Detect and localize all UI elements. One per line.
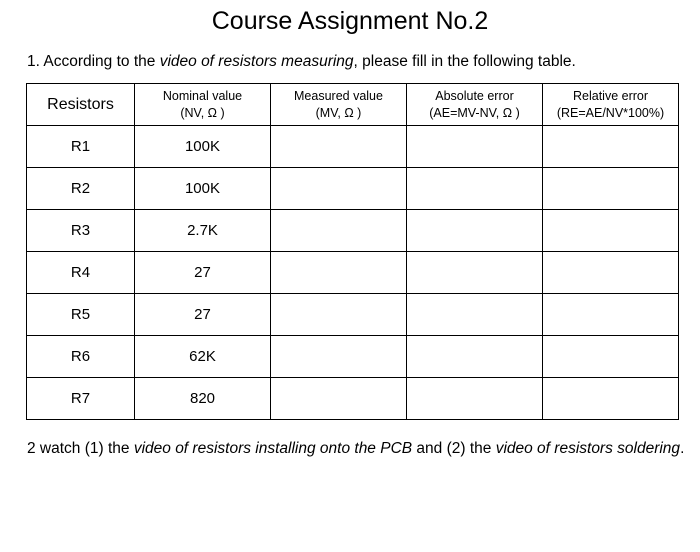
cell-resistor: R6 xyxy=(27,336,135,378)
table-row xyxy=(27,378,679,420)
cell-relative-error[interactable] xyxy=(543,252,679,294)
cell-measured[interactable] xyxy=(271,294,407,336)
cell-relative-error[interactable] xyxy=(543,336,679,378)
table-header-row xyxy=(27,84,679,126)
table-row xyxy=(27,126,679,168)
table-row xyxy=(27,210,679,252)
cell-nominal: 27 xyxy=(135,252,271,294)
cell-relative-error[interactable] xyxy=(543,126,679,168)
cell-measured[interactable] xyxy=(271,336,407,378)
header-measured-value: Measured value (MV, Ω ) xyxy=(271,84,407,126)
question-1-text-start: 1. According to the xyxy=(27,53,160,70)
question-1-italic-text: video of resistors measuring xyxy=(159,53,354,70)
cell-absolute-error[interactable] xyxy=(407,378,543,420)
page-title: Course Assignment No.2 xyxy=(211,7,489,35)
cell-nominal: 62K xyxy=(135,336,271,378)
cell-resistor: R5 xyxy=(27,294,135,336)
header-relative-error: Relative error (RE=AE/NV*100%) xyxy=(543,84,679,126)
header-absolute-error: Absolute error (AE=MV-NV, Ω ) xyxy=(407,84,543,126)
cell-absolute-error[interactable] xyxy=(407,294,543,336)
cell-measured[interactable] xyxy=(271,252,407,294)
cell-relative-error[interactable] xyxy=(543,168,679,210)
header-nominal-value: Nominal value (NV, Ω ) xyxy=(135,84,271,126)
cell-relative-error[interactable] xyxy=(543,378,679,420)
cell-nominal: 100K xyxy=(135,168,271,210)
cell-nominal: 2.7K xyxy=(135,210,271,252)
cell-absolute-error[interactable] xyxy=(407,210,543,252)
question-2-text-end: . xyxy=(680,440,685,457)
question-1 xyxy=(27,52,576,72)
cell-absolute-error[interactable] xyxy=(407,336,543,378)
table-row xyxy=(27,294,679,336)
cell-relative-error[interactable] xyxy=(543,210,679,252)
question-2 xyxy=(27,428,687,470)
cell-measured[interactable] xyxy=(271,168,407,210)
question-2-text-middle: and (2) the xyxy=(412,440,496,457)
table-row xyxy=(27,168,679,210)
header-resistors: Resistors xyxy=(27,84,135,126)
cell-measured[interactable] xyxy=(271,378,407,420)
cell-resistor: R1 xyxy=(27,126,135,168)
question-1-text-end: , please fill in the following table. xyxy=(353,53,576,70)
question-2-italic-text-1: video of resistors installing onto the PCB xyxy=(133,440,413,457)
cell-resistor: R7 xyxy=(27,378,135,420)
cell-nominal: 820 xyxy=(135,378,271,420)
cell-absolute-error[interactable] xyxy=(407,126,543,168)
cell-measured[interactable] xyxy=(271,126,407,168)
cell-measured[interactable] xyxy=(271,210,407,252)
resistor-table xyxy=(26,83,679,420)
cell-nominal: 100K xyxy=(135,126,271,168)
cell-resistor: R2 xyxy=(27,168,135,210)
table-row xyxy=(27,336,679,378)
cell-absolute-error[interactable] xyxy=(407,252,543,294)
question-2-italic-text-2: video of resistors soldering xyxy=(495,440,681,457)
cell-resistor: R4 xyxy=(27,252,135,294)
table-row xyxy=(27,252,679,294)
cell-relative-error[interactable] xyxy=(543,294,679,336)
cell-nominal: 27 xyxy=(135,294,271,336)
cell-resistor: R3 xyxy=(27,210,135,252)
cell-absolute-error[interactable] xyxy=(407,168,543,210)
question-2-text-start: 2 watch (1) the xyxy=(27,440,134,457)
